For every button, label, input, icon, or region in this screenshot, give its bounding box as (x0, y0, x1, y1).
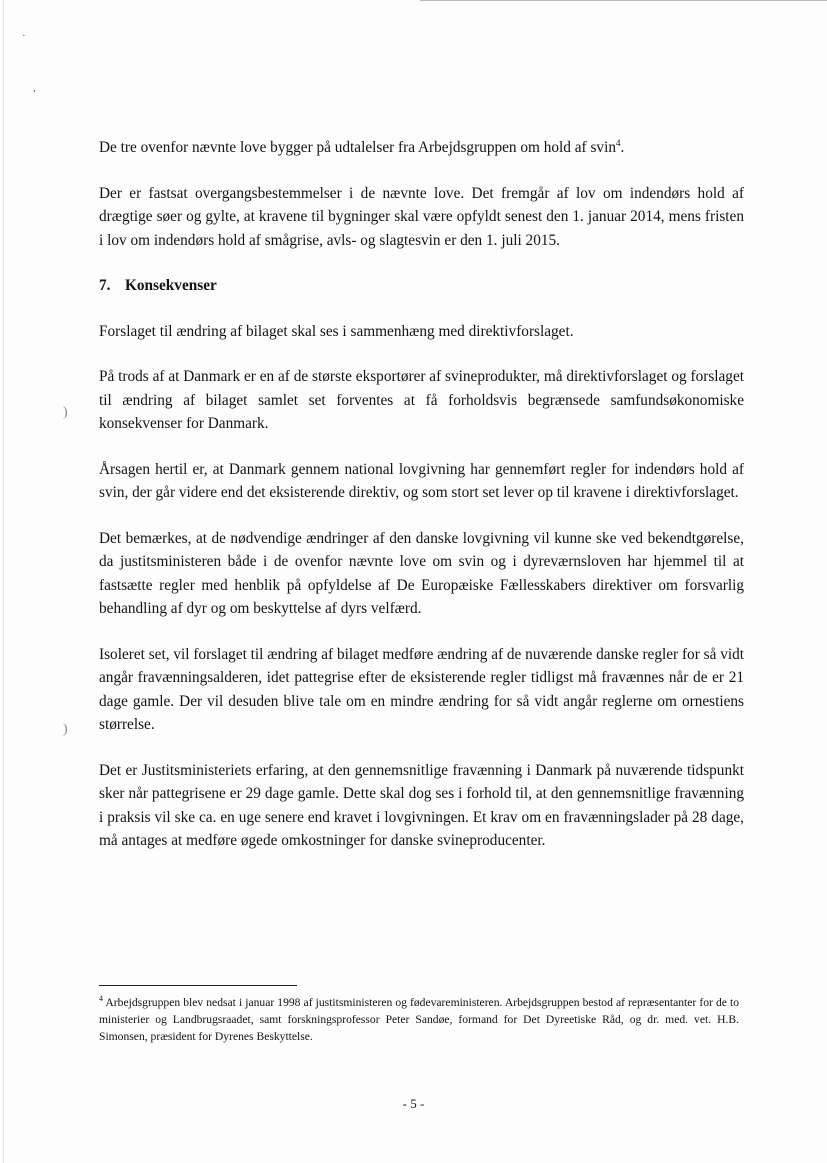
section-title: Konsekvenser (125, 277, 217, 294)
footnote (99, 994, 739, 1045)
scan-speck: , (33, 82, 36, 94)
footnote-marker: 4 (99, 994, 103, 1004)
section-heading (99, 274, 744, 298)
paragraph-transition-rules: Der er fastsat overgangsbestemmelser i de nævnte love. Det fremgår af lov om indendørs hold af drægtige søer og gylte, at kravene til bygninger skal være opfyldt senest den 1. januar 2014, mens fristen i lov om indendørs hold af smågrise, avls- og slagtesvin er den 1. juli 2015. (99, 184, 744, 249)
paragraph-regulation: Det bemærkes, at de nødvendige ændringer af den danske lovgivning vil kunne ske ved bekendtgørelse, da justitsministeren både i de ovenfor nævnte love om svin og i dyreværnsloven har hjemmel til at fastsætte regler med henblik på opfyldelse af De Europæiske Fællesskabers direktiver om forsvarlig behandling af dyr og om beskyttelse af dyrs velfærd. (99, 529, 744, 617)
hole-punch-mark: ) (63, 405, 68, 420)
hole-punch-mark: ) (63, 722, 68, 737)
paragraph-weaning-age: Isoleret set, vil forslaget til ændring af bilaget medføre ændring af de nuværende danske regler for så vidt angår fravænningsalderen, idet pattegrise efter de eksisterende regler tidligst må fravænnes når de er 21 dage gamle. Der vil desuden blive tale om en mindre ændring for så vidt angår reglerne om ornestiens størrelse. (99, 645, 744, 733)
document-body (99, 136, 744, 875)
paragraph-intro: De tre ovenfor nævnte love bygger på udtalelser fra Arbejdsgruppen om hold af svin$^4$. (99, 137, 625, 156)
scan-edge-top (420, 0, 827, 1)
scan-speck: · (22, 30, 26, 42)
paragraph-reason: Årsagen hertil er, at Danmark gennem national lovgivning har gennemført regler for indendørs hold af svin, der går videre end det eksisterende direktiv, og som stort set lever op til kravene i direktivforslaget. (99, 460, 744, 501)
footnote-separator (99, 985, 297, 986)
footnote-text: Arbejdsgruppen blev nedsat i januar 1998 af justitsministeren og fødevareministeren. Arbejdsgruppen bestod af repræsentanter for de to ministerier og Landbrugsraadet, samt forskningsprofessor Peter Sandøe, formand for Det Dyreetiske Råd, og dr. med. vet. H.B. Simonsen, præsident for Dyrenes Beskyttelse. (99, 996, 739, 1043)
paragraph-consequences: På trods af at Danmark er en af de største eksportører af svineprodukter, må direktivforslaget og forslaget til ændring af bilaget samlet set forventes at få forholdsvis begrænsede samfundsøkonomiske konsekvenser for Danmark. (99, 368, 744, 432)
scan-edge-left (3, 0, 4, 1163)
section-number: 7. (99, 277, 111, 294)
page-number: - 5 - (402, 1096, 425, 1111)
paragraph-proposal: Forslaget til ændring af bilaget skal ses i sammenhæng med direktivforslaget. (99, 322, 574, 340)
footnote-reference[interactable]: 4 (615, 137, 621, 148)
paragraph-experience: Det er Justitsministeriets erfaring, at den gennemsnitlige fravænning i Danmark på nuværende tidspunkt sker når pattegrisene er 29 dage gamle. Dette skal dog ses i forhold til, at den gennemsnitlige fravænning i praksis vil ske ca. en uge senere end kravet i lovgivningen. Et krav om en fravænningslader på 28 dage, må antages at medføre øgede omkostninger for danske svineproducenter. (99, 761, 744, 849)
